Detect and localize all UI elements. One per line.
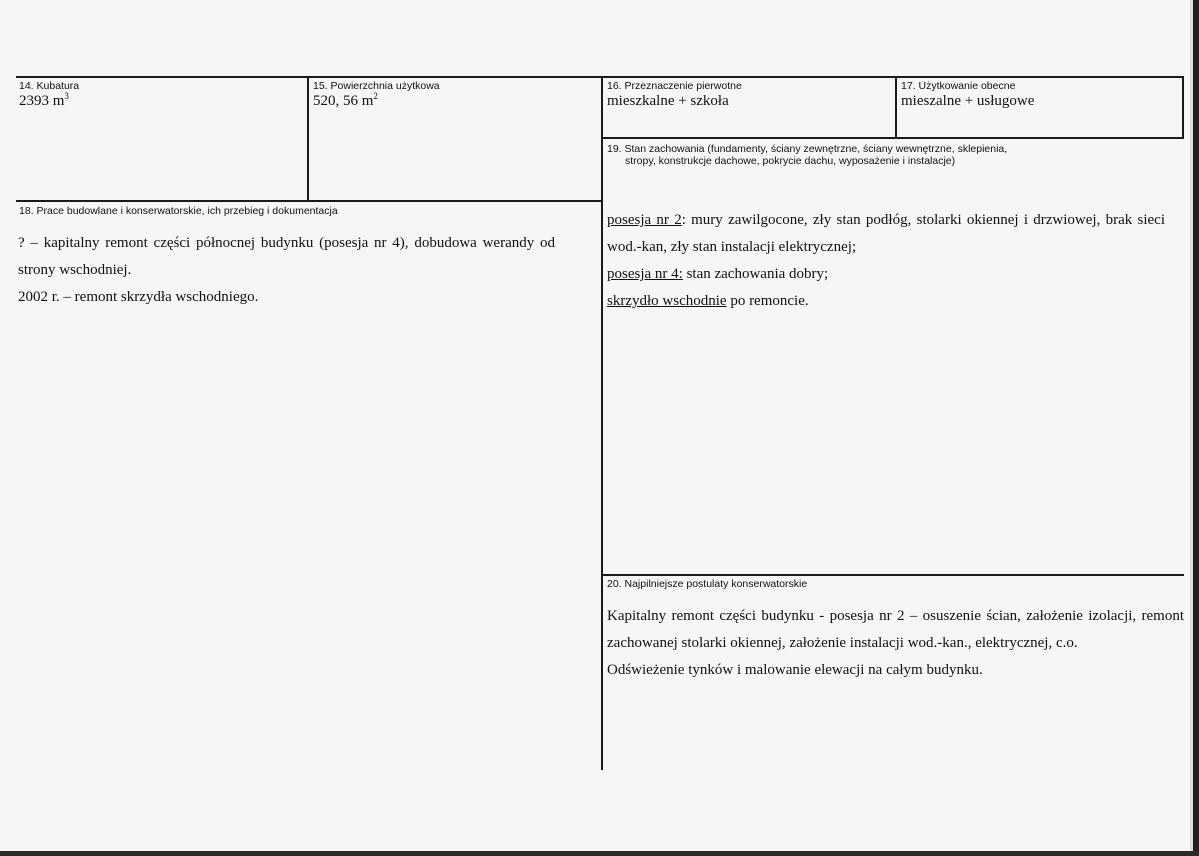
field-18-text (18, 230, 555, 311)
field-19-label-line1: 19. Stan zachowania (fundamenty, ściany zewnętrzne, ściany wewnętrzne, sklepienia, (607, 143, 1008, 155)
rule-under-16-17 (601, 137, 1184, 139)
field-19-item-1: posesja nr 2: mury zawilgocone, zły stan podłóg, stolarki okiennej i drzwiowej, brak sieci wod.-kan, zły stan instalacji elektrycznej; (607, 212, 1165, 255)
field-19-item-3: skrzydło wschodnie po remoncie. (607, 293, 809, 309)
field-14-label: 14. Kubatura (19, 80, 80, 92)
rule-top (16, 76, 1184, 78)
field-19-item-1-label: posesja nr 2 (607, 212, 682, 228)
rule-above-20 (601, 574, 1184, 576)
field-17-value: mieszalne + usługowe (901, 93, 1035, 109)
scan-edge-right (1193, 0, 1199, 856)
field-20-label: 20. Najpilniejsze postulaty konserwatorskie (607, 578, 808, 590)
field-20-text (607, 603, 1184, 684)
rule-above-18 (16, 200, 602, 202)
field-19-item-3-label: skrzydło wschodnie (607, 293, 727, 309)
field-14-value: 2393 $m^3$ (19, 91, 69, 109)
divider-14-15 (307, 76, 309, 201)
field-16-value: mieszkalne + szkoła (607, 93, 729, 109)
field-18-line-1: ? – kapitalny remont części północnej budynku (posesja nr 4), dobudowa werandy od strony wschodniej. (18, 235, 555, 278)
rule-right-edge (1182, 76, 1184, 138)
field-17-label: 17. Użytkowanie obecne (901, 80, 1016, 92)
field-19-item-2: posesja nr 4: stan zachowania dobry; (607, 266, 829, 282)
field-18-line-2: 2002 r. – remont skrzydła wschodniego. (18, 289, 259, 305)
field-19-text (607, 207, 1165, 315)
field-19-label-line2: stropy, konstrukcje dachowe, pokrycie dachu, wyposażenie i instalacje) (625, 155, 956, 167)
divider-center (601, 76, 603, 770)
field-20-para-2: Odświeżenie tynków i malowanie elewacji na całym budynku. (607, 662, 983, 678)
scan-edge-bottom (0, 851, 1199, 856)
field-19-item-2-label: posesja nr 4: (607, 266, 683, 282)
field-16-label: 16. Przeznaczenie pierwotne (607, 80, 742, 92)
field-18-label: 18. Prace budowlane i konserwatorskie, ich przebieg i dokumentacja (19, 205, 338, 217)
field-20-para-1: Kapitalny remont części budynku - posesja nr 2 – osuszenie ścian, założenie izolacji, remont zachowanej stolarki okiennej, założenie instalacji wod.-kan., elektrycznej, c.o. (607, 608, 1184, 651)
field-15-value: 520, 56 $m^2$ (313, 91, 378, 109)
field-15-label: 15. Powierzchnia użytkowa (313, 80, 440, 92)
divider-16-17 (895, 76, 897, 138)
